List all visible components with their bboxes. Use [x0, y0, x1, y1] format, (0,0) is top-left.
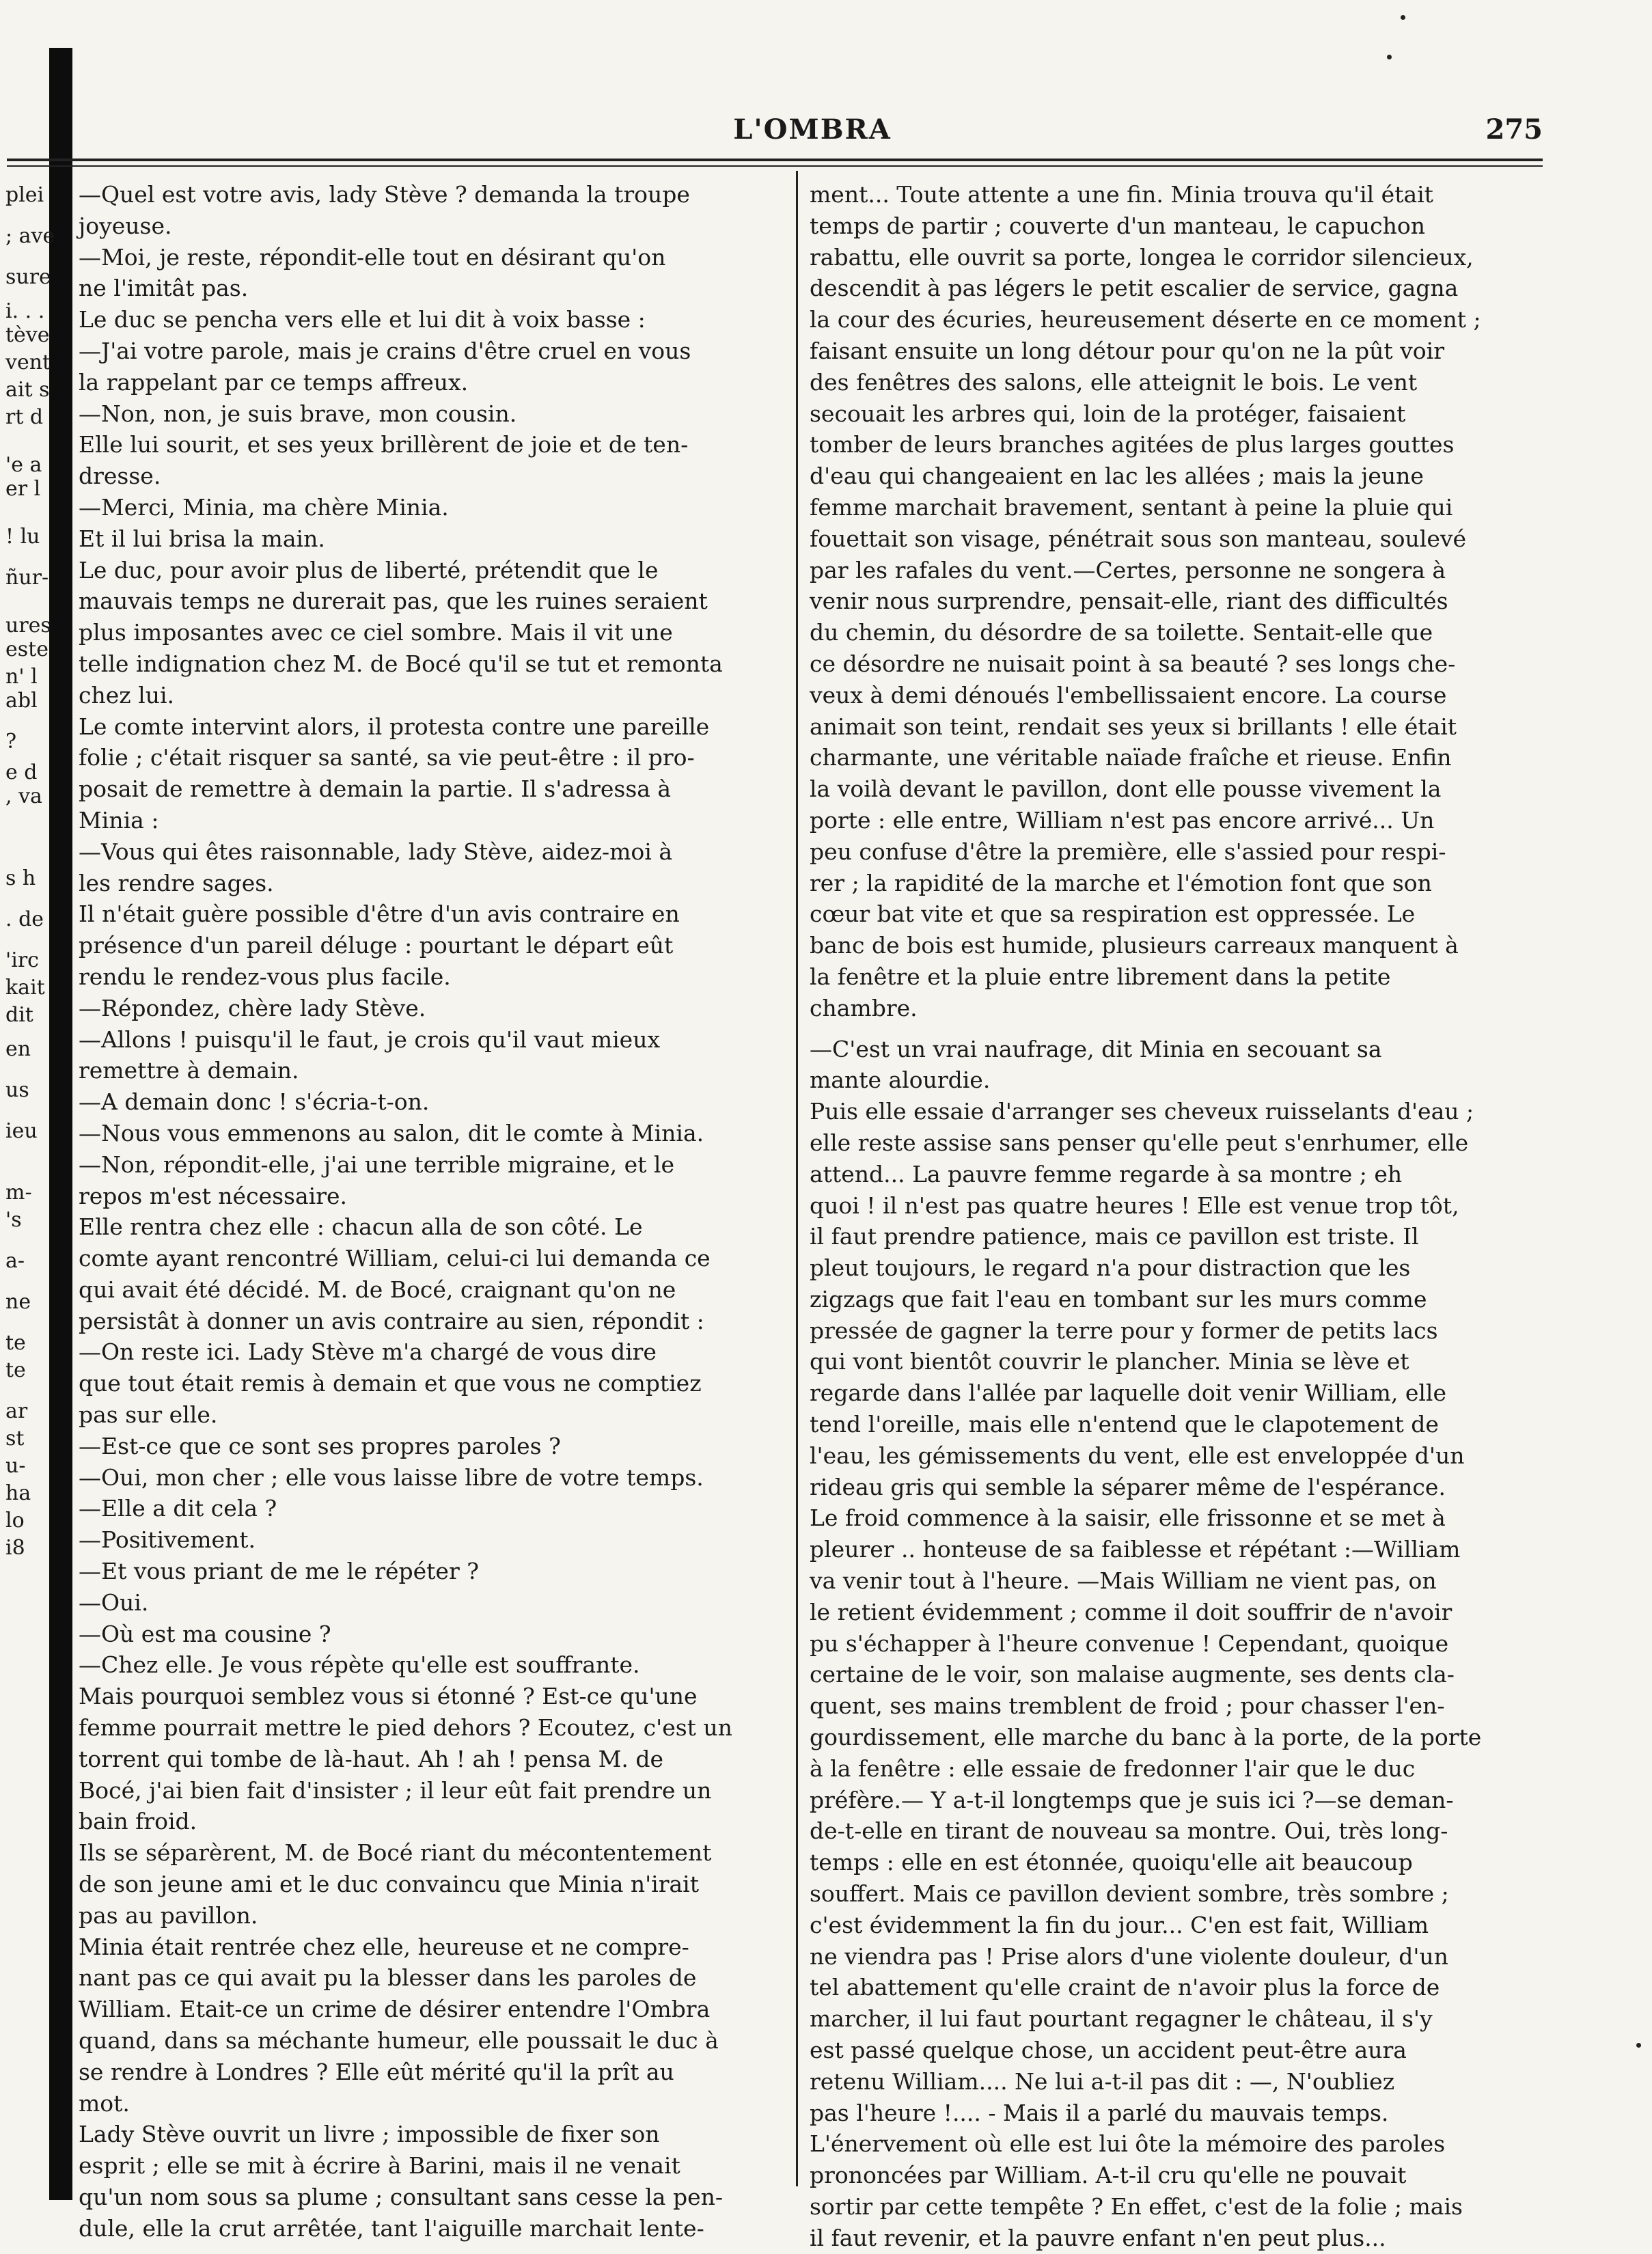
- margin-fragment: kait: [5, 976, 45, 1000]
- text-line: —Chez elle. Je vous répète qu'elle est souffrante.: [79, 1651, 640, 1679]
- text-line: la fenêtre et la pluie entre librement dans la petite: [810, 963, 1391, 990]
- text-line: temps : elle en est étonnée, quoiqu'elle ait beaucoup: [810, 1849, 1413, 1876]
- margin-fragment: . de: [5, 907, 44, 931]
- text-line: quand, dans sa méchante humeur, elle poussait le duc à: [79, 2027, 719, 2054]
- text-line: va venir tout à l'heure. —Mais William ne vient pas, on: [810, 1567, 1437, 1595]
- margin-fragment: e d: [5, 760, 38, 784]
- margin-fragment: er l: [5, 477, 41, 501]
- text-line: charmante, une véritable naïade fraîche et rieuse. Enfin: [810, 744, 1452, 771]
- text-line: William. Etait-ce un crime de désirer entendre l'Ombra: [79, 1996, 711, 2023]
- speck: [1387, 55, 1392, 59]
- text-line: —Répondez, chère lady Stève.: [79, 994, 426, 1021]
- text-line: pas sur elle.: [79, 1401, 218, 1429]
- text-line: Le duc, pour avoir plus de liberté, prétendit que le: [79, 556, 659, 583]
- text-line: telle indignation chez M. de Bocé qu'il se tut et remonta: [79, 650, 723, 677]
- margin-fragment: vent: [5, 351, 51, 374]
- text-line: que tout était remis à demain et que vous ne comptiez: [79, 1370, 702, 1397]
- text-line: rideau gris qui semble la séparer même de l'espérance.: [810, 1473, 1446, 1500]
- text-line: descendit à pas légers le petit escalier de service, gagna: [810, 275, 1459, 302]
- text-line: —Non, non, je suis brave, mon cousin.: [79, 400, 517, 427]
- text-line: ne viendra pas ! Prise alors d'une violente douleur, d'un: [810, 1942, 1448, 1970]
- text-line: temps de partir ; couverte d'un manteau, le capuchon: [810, 212, 1425, 239]
- text-line: —On reste ici. Lady Stève m'a chargé de vous dire: [79, 1338, 657, 1366]
- text-line: Ils se séparèrent, M. de Bocé riant du mécontentement: [79, 1839, 712, 1867]
- margin-fragment: 's: [5, 1208, 22, 1232]
- text-line: comte ayant rencontré William, celui-ci lui demanda ce: [79, 1245, 711, 1272]
- left-column: [79, 179, 782, 2244]
- text-line: nant pas ce qui avait pu la blesser dans les paroles de: [79, 1964, 697, 1992]
- text-line: des fenêtres des salons, elle atteignit le bois. Le vent: [810, 368, 1418, 396]
- text-line: rer ; la rapidité de la marche et l'émotion font que son: [810, 869, 1432, 896]
- margin-fragment: m-: [5, 1181, 32, 1205]
- text-line: posait de remettre à demain la partie. Il s'adressa à: [79, 775, 672, 803]
- speck: [1401, 15, 1405, 20]
- text-line: —J'ai votre parole, mais je crains d'être cruel en vous: [79, 337, 691, 364]
- text-line: qui vont bientôt couvrir le plancher. Minia se lève et: [810, 1348, 1409, 1375]
- margin-fragment: este: [5, 637, 49, 661]
- right-column: [810, 179, 1513, 2254]
- text-line: présence d'un pareil déluge : pourtant le départ eût: [79, 932, 674, 959]
- margin-fragment: 'e a: [5, 453, 42, 477]
- text-line: souffert. Mais ce pavillon devient sombre, très sombre ;: [810, 1880, 1449, 1908]
- right-column-part-a: [810, 179, 1513, 1024]
- text-line: Le duc se pencha vers elle et lui dit à voix basse :: [79, 306, 646, 333]
- text-line: —Oui.: [79, 1589, 149, 1616]
- text-line: pas au pavillon.: [79, 1901, 258, 1929]
- margin-fragment: te: [5, 1331, 26, 1355]
- margin-fragment: s h: [5, 866, 36, 890]
- text-line: certaine de le voir, son malaise augmente, ses dents cla-: [810, 1661, 1455, 1688]
- margin-fragment: ; ave: [5, 224, 55, 248]
- text-line: la rappelant par ce temps affreux.: [79, 368, 469, 396]
- text-line: femme marchait bravement, sentant à peine la pluie qui: [810, 493, 1453, 521]
- margin-fragment: a-: [5, 1249, 25, 1273]
- text-line: se rendre à Londres ? Elle eût mérité qu'il la prît au: [79, 2058, 674, 2085]
- text-line: femme pourrait mettre le pied dehors ? Ecoutez, c'est un: [79, 1714, 732, 1742]
- text-line: dule, elle la crut arrêtée, tant l'aiguille marchait lente-: [79, 2214, 704, 2242]
- running-title: L'OMBRA: [733, 113, 892, 146]
- text-line: Minia :: [79, 806, 159, 834]
- text-line: —Allons ! puisqu'il le faut, je crois qu'il vaut mieux: [79, 1026, 661, 1053]
- text-line: sortir par cette tempête ? En effet, c'est de la folie ; mais: [810, 2193, 1463, 2220]
- text-line: —Non, répondit-elle, j'ai une terrible migraine, et le: [79, 1151, 675, 1178]
- text-line: joyeuse.: [79, 212, 172, 239]
- margin-fragments: [0, 183, 55, 2199]
- text-line: attend... La pauvre femme regarde à sa montre ; eh: [810, 1160, 1403, 1187]
- text-line: rendu le rendez-vous plus facile.: [79, 963, 451, 990]
- text-line: quoi ! il n'est pas quatre heures ! Elle est venue trop tôt,: [810, 1192, 1459, 1219]
- text-line: Elle lui sourit, et ses yeux brillèrent de joie et de ten-: [79, 431, 689, 458]
- margin-fragment: ?: [5, 730, 17, 754]
- text-line: bain froid.: [79, 1808, 197, 1835]
- text-line: chambre.: [810, 994, 918, 1021]
- text-line: persistât à donner un avis contraire au sien, répondit :: [79, 1307, 704, 1334]
- margin-fragment: ures: [5, 614, 51, 637]
- text-line: —C'est un vrai naufrage, dit Minia en secouant sa: [810, 1035, 1382, 1062]
- margin-fragment: dit: [5, 1003, 33, 1027]
- margin-fragment: plei: [5, 183, 44, 207]
- text-line: L'énervement où elle est lui ôte la mémoire des paroles: [810, 2130, 1446, 2158]
- margin-fragment: i8: [5, 1536, 25, 1560]
- text-line: mot.: [79, 2089, 130, 2117]
- text-line: Il n'était guère possible d'être d'un avis contraire en: [79, 901, 680, 928]
- margin-fragment: ait s: [5, 378, 50, 402]
- header-rule: [7, 159, 1543, 161]
- text-line: Le froid commence à la saisir, elle frissonne et se met à: [810, 1504, 1446, 1532]
- margin-fragment: en: [5, 1037, 31, 1061]
- header-rule-thin: [7, 165, 1543, 167]
- margin-fragment: 'irc: [5, 948, 39, 972]
- text-line: dresse.: [79, 463, 161, 490]
- text-line: peu confuse d'être la première, elle s'assied pour respi-: [810, 838, 1446, 865]
- text-line: elle reste assise sans penser qu'elle peut s'enrhumer, elle: [810, 1129, 1469, 1156]
- text-line: —Moi, je reste, répondit-elle tout en désirant qu'on: [79, 243, 666, 271]
- page-header: [82, 109, 1543, 157]
- text-line: —Est-ce que ce sont ses propres paroles ?: [79, 1432, 561, 1459]
- text-line: torrent qui tombe de là-haut. Ah ! ah ! pensa M. de: [79, 1745, 664, 1772]
- text-line: la voilà devant le pavillon, dont elle pousse vivement la: [810, 775, 1442, 803]
- text-line: mante alourdie.: [810, 1067, 991, 1094]
- text-line: la cour des écuries, heureusement déserte en ce moment ;: [810, 306, 1481, 333]
- text-line: esprit ; elle se mit à écrire à Barini, mais il ne venait: [79, 2152, 680, 2180]
- text-line: ment... Toute attente a une fin. Minia trouva qu'il était: [810, 181, 1433, 208]
- text-line: —Et vous priant de me le répéter ?: [79, 1558, 479, 1585]
- text-line: Puis elle essaie d'arranger ses cheveux ruisselants d'eau ;: [810, 1098, 1474, 1125]
- margin-fragment: ha: [5, 1481, 31, 1505]
- text-line: —Oui, mon cher ; elle vous laisse libre de votre temps.: [79, 1463, 704, 1491]
- margin-fragment: rt d: [5, 405, 44, 429]
- text-line: —Vous qui êtes raisonnable, lady Stève, aidez-moi à: [79, 838, 673, 865]
- text-line: veux à demi dénoués l'embellissaient encore. La course: [810, 681, 1447, 709]
- text-line: —Nous vous emmenons au salon, dit le comte à Minia.: [79, 1119, 704, 1146]
- speck: [1636, 2043, 1641, 2048]
- text-line: cœur bat vite et que sa respiration est oppressée. Le: [810, 901, 1416, 928]
- text-line: pu s'échapper à l'heure convenue ! Cependant, quoique: [810, 1630, 1449, 1657]
- text-line: gourdissement, elle marche du banc à la porte, de la porte: [810, 1724, 1482, 1751]
- text-line: repos m'est nécessaire.: [79, 1182, 347, 1209]
- text-line: tel abattement qu'elle craint de n'avoir plus la force de: [810, 1974, 1440, 2001]
- text-line: de son jeune ami et le duc convaincu que Minia n'irait: [79, 1871, 699, 1898]
- text-line: zigzags que fait l'eau en tombant sur les murs comme: [810, 1285, 1427, 1312]
- text-line: mauvais temps ne durerait pas, que les ruines seraient: [79, 588, 708, 615]
- binding-shadow: [49, 48, 72, 2200]
- text-line: l'eau, les gémissements du vent, elle est enveloppée d'un: [810, 1442, 1465, 1469]
- text-line: les rendre sages.: [79, 869, 274, 896]
- text-line: qu'un nom sous sa plume ; consultant sans cesse la pen-: [79, 2184, 724, 2210]
- text-line: pressée de gagner la terre pour y former de petits lacs: [810, 1317, 1438, 1344]
- text-line: quent, ses mains tremblent de froid ; pour chasser l'en-: [810, 1692, 1445, 1720]
- text-line: venir nous surprendre, pensait-elle, riant des difficultés: [810, 588, 1448, 615]
- text-line: Lady Stève ouvrit un livre ; impossible de fixer son: [79, 2121, 660, 2148]
- text-line: Mais pourquoi semblez vous si étonné ? Est-ce qu'une: [79, 1683, 698, 1710]
- right-column-part-b: [810, 1034, 1513, 2254]
- margin-fragment: us: [5, 1078, 29, 1102]
- text-line: chez lui.: [79, 681, 174, 709]
- margin-fragment: lo: [5, 1509, 25, 1533]
- text-line: retenu William.... Ne lui a-t-il pas dit : —, N'oubliez: [810, 2067, 1395, 2095]
- text-line: pleurer .. honteuse de sa faiblesse et répétant :—William: [810, 1536, 1461, 1563]
- margin-fragment: ! lu: [5, 525, 40, 549]
- text-line: animait son teint, rendait ses yeux si brillants ! elle était: [810, 713, 1457, 740]
- text-line: de-t-elle en tirant de nouveau sa montre. Oui, très long-: [810, 1817, 1448, 1845]
- text-line: prononcées par William. A-t-il cru qu'elle ne pouvait: [810, 2162, 1407, 2189]
- text-line: préfère.— Y a-t-il longtemps que je suis ici ?—se deman-: [810, 1786, 1454, 1813]
- text-line: d'eau qui changeaient en lac les allées ; mais la jeune: [810, 463, 1424, 490]
- text-line: pleut toujours, le regard n'a pour distraction que les: [810, 1254, 1411, 1282]
- text-line: —Merci, Minia, ma chère Minia.: [79, 493, 449, 521]
- text-line: remettre à demain.: [79, 1057, 299, 1084]
- margin-fragment: ieu: [5, 1119, 38, 1143]
- margin-fragment: tève: [5, 323, 50, 347]
- text-line: à la fenêtre : elle essaie de fredonner l'air que le duc: [810, 1755, 1416, 1782]
- text-line: Le comte intervint alors, il protesta contre une pareille: [79, 713, 710, 740]
- text-line: fouettait son visage, pénétrait sous son manteau, soulevé: [810, 525, 1467, 552]
- text-line: —A demain donc ! s'écria-t-on.: [79, 1088, 430, 1116]
- text-line: qui avait été décidé. M. de Bocé, craignant qu'on ne: [79, 1276, 676, 1303]
- margin-fragment: abl: [5, 689, 38, 713]
- margin-fragment: ñur-: [5, 566, 49, 590]
- text-line: faisant ensuite un long détour pour qu'on ne la pût voir: [810, 337, 1444, 364]
- text-line: il faut prendre patience, mais ce pavillon est triste. Il: [810, 1223, 1419, 1250]
- text-line: —Elle a dit cela ?: [79, 1495, 277, 1522]
- text-line: folie ; c'était risquer sa santé, sa vie peut-être : il pro-: [79, 744, 695, 771]
- text-line: Bocé, j'ai bien fait d'insister ; il leur eût fait prendre un: [79, 1776, 712, 1804]
- text-line: Elle rentra chez elle : chacun alla de son côté. Le: [79, 1213, 643, 1241]
- text-line: c'est évidemment la fin du jour... C'en est fait, William: [810, 1911, 1429, 1938]
- text-line: il faut revenir, et la pauvre enfant n'en peut plus...: [810, 2224, 1386, 2251]
- margin-fragment: , va: [5, 784, 42, 808]
- text-line: ce désordre ne nuisait point à sa beauté ? ses longs che-: [810, 650, 1456, 677]
- text-line: —Où est ma cousine ?: [79, 1620, 331, 1647]
- text-line: regarde dans l'allée par laquelle doit venir William, elle: [810, 1379, 1446, 1407]
- text-line: marcher, il lui faut pourtant regagner le château, il s'y: [810, 2005, 1433, 2033]
- page-number: 275: [1485, 113, 1543, 146]
- margin-fragment: n' l: [5, 665, 38, 689]
- text-line: ne l'imitât pas.: [79, 275, 249, 302]
- margin-fragment: te: [5, 1358, 26, 1382]
- margin-fragment: ar: [5, 1399, 28, 1423]
- text-line: rabattu, elle ouvrit sa porte, longea le corridor silencieux,: [810, 243, 1474, 271]
- column-separator: [796, 171, 798, 2186]
- text-line: secouait les arbres qui, loin de la protéger, faisaient: [810, 400, 1406, 427]
- text-line: tomber de leurs branches agitées de plus larges gouttes: [810, 431, 1455, 458]
- margin-fragment: st: [5, 1427, 25, 1451]
- margin-fragment: sure: [5, 265, 51, 289]
- text-line: pas l'heure !.... - Mais il a parlé du mauvais temps.: [810, 2099, 1389, 2126]
- text-line: le retient évidemment ; comme il doit souffrir de n'avoir: [810, 1598, 1453, 1625]
- text-line: —Quel est votre avis, lady Stève ? demanda la troupe: [79, 181, 690, 208]
- text-line: Et il lui brisa la main.: [79, 525, 325, 552]
- text-line: tend l'oreille, mais elle n'entend que le clapotement de: [810, 1411, 1439, 1438]
- text-line: banc de bois est humide, plusieurs carreaux manquent à: [810, 932, 1459, 959]
- margin-fragment: i. . .: [5, 299, 45, 323]
- text-line: plus imposantes avec ce ciel sombre. Mais il vit une: [79, 619, 673, 646]
- text-line: porte : elle entre, William n'est pas encore arrivé... Un: [810, 806, 1435, 834]
- margin-fragment: ne: [5, 1290, 31, 1314]
- text-line: est passé quelque chose, un accident peut-être aura: [810, 2037, 1407, 2064]
- text-line: Minia était rentrée chez elle, heureuse et ne compre-: [79, 1933, 689, 1960]
- margin-fragment: u-: [5, 1454, 26, 1478]
- text-line: —Positivement.: [79, 1526, 256, 1554]
- text-line: du chemin, du désordre de sa toilette. Sentait-elle que: [810, 619, 1433, 646]
- text-line: par les rafales du vent.—Certes, personne ne songera à: [810, 556, 1446, 583]
